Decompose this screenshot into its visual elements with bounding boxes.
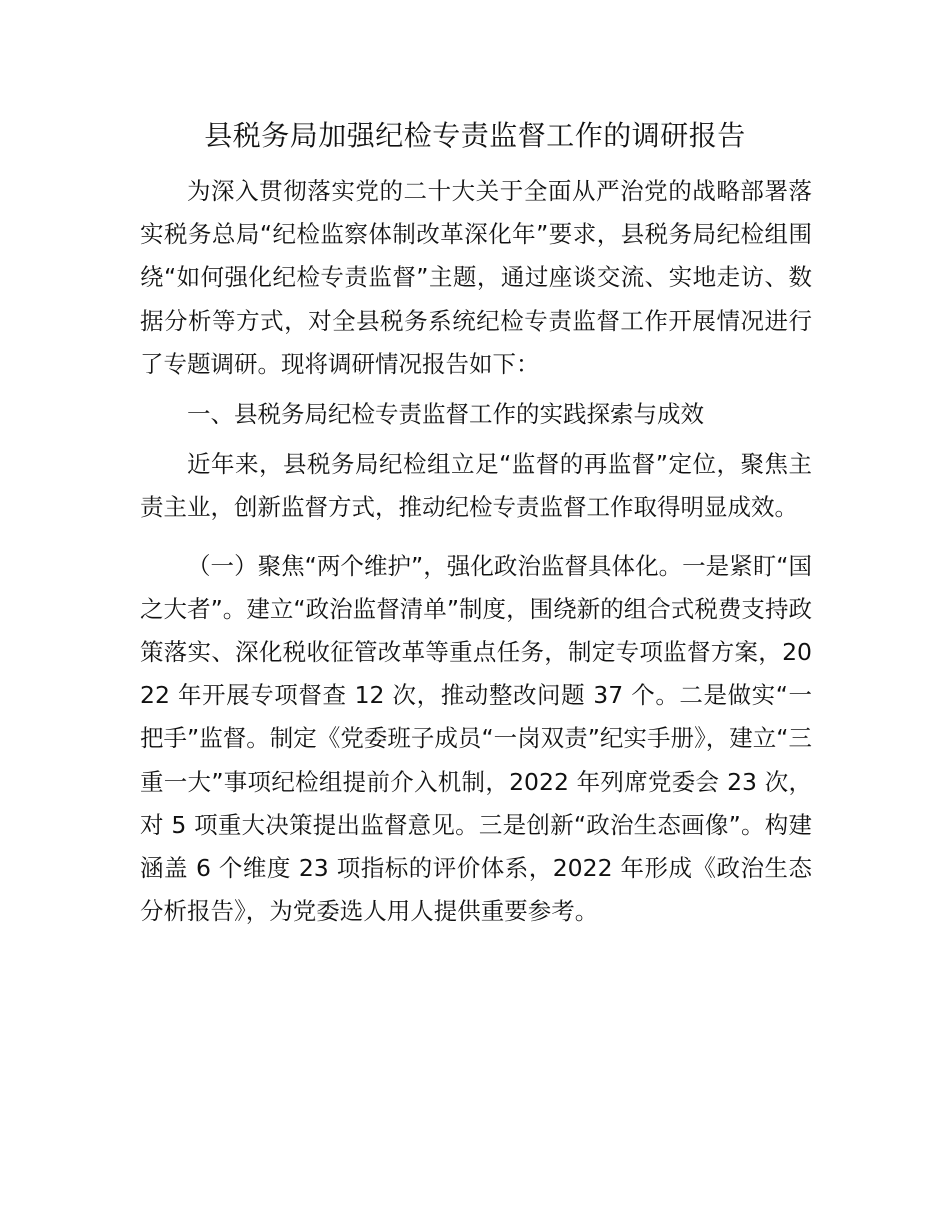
subsection-paragraph: （一）聚焦“两个维护”，强化政治监督具体化。一是紧盯“国之大者”。建立“政治监督清单”制度，围绕新的组合式税费支持政策落实、深化税收征管改革等重点任务，制定专项监督方案，2022 年开展专项督查 12 次，推动整改问题 37 个。二是做实“一把手”监督。制定《党委班子成员“一岗双责”纪实手册》，建立“三重一大”事项纪检组提前介入机制，2022 年列席党委会 23 次，对 5 项重大决策提出监督意见。三是创新“政治生态画像”。构建涵盖 6 个维度 23 项指标的评价体系，2022 年形成《政治生态分析报告》，为党委选人用人提供重要参考。: [140, 551, 812, 926]
section-intro-paragraph: 近年来，县税务局纪检组立足“监督的再监督”定位，聚焦主责主业，创新监督方式，推动纪检专责监督工作取得明显成效。: [140, 450, 812, 522]
document-body: [140, 170, 812, 933]
intro-paragraph: 为深入贯彻落实党的二十大关于全面从严治党的战略部署落实税务总局“纪检监察体制改革深化年”要求，县税务局纪检组围绕“如何强化纪检专责监督”主题，通过座谈交流、实地走访、数据分析等方式，对全县税务系统纪检专责监督工作开展情况进行了专题调研。现将调研情况报告如下：: [140, 177, 812, 378]
section-heading: 一、县税务局纪检专责监督工作的实践探索与成效: [187, 400, 704, 429]
document-title: 县税务局加强纪检专责监督工作的调研报告: [204, 119, 746, 152]
